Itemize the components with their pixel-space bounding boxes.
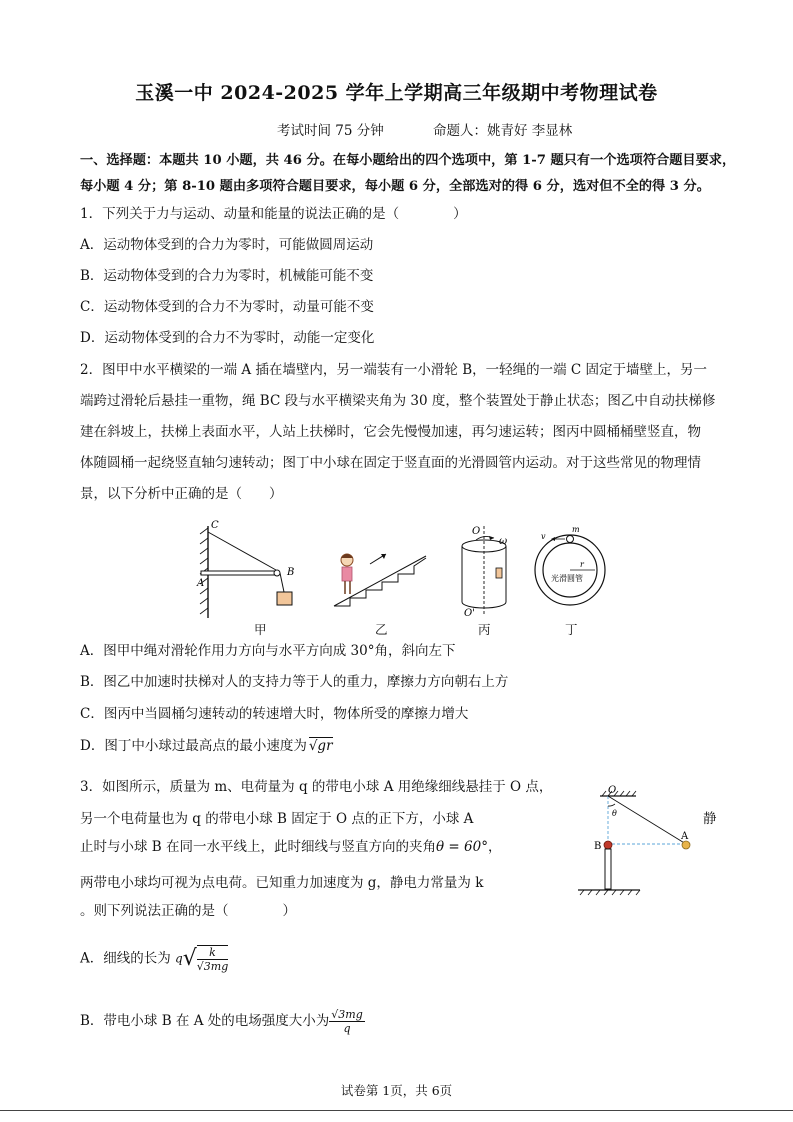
exam-time: 考试时间 75 分钟	[277, 123, 384, 139]
caption-yi: 乙	[375, 622, 388, 637]
label-v: v	[541, 532, 546, 541]
caption-bing: 丙	[478, 622, 491, 637]
label-b: B	[287, 567, 295, 578]
q1-stem: 1．下列关于力与运动、动量和能量的说法正确的是（ ）	[80, 206, 467, 222]
q3-stem-line5: 。则下列说法正确的是（ ）	[80, 903, 296, 919]
label-a: A	[197, 578, 205, 589]
q1-option-b: B．运动物体受到的合力为零时，机械能可能不变	[80, 268, 374, 284]
q3-label-theta: θ	[612, 809, 617, 818]
q3-option-a: A．细线的长为 q√ $\frac{k}{√3mg}$	[80, 946, 229, 973]
q2-option-b: B．图乙中加速时扶梯对人的支持力等于人的重力，摩擦力方向朝右上方	[80, 674, 509, 690]
label-omega: ω	[499, 536, 508, 547]
q2-option-c: C．图丙中当圆桶匀速转动的转速增大时，物体所受的摩擦力增大	[80, 706, 469, 722]
q3-stem-line2: 另一个电荷量也为 q 的带电小球 B 固定于 O 点的正下方，小球 A	[80, 811, 474, 827]
q2-figure-bing	[450, 522, 522, 618]
caption-jia: 甲	[254, 622, 267, 637]
page-footer: 试卷第 1页，共 6页	[340, 1083, 453, 1098]
q3-stem-line2-tail: 静	[703, 811, 717, 827]
q2-option-d: D．图丁中小球过最高点的最小速度为 √gr	[80, 738, 333, 754]
q2-option-d-formula: √gr	[308, 738, 333, 754]
q3-label-o: O	[608, 785, 617, 796]
q3-stem-line1: 3．如图所示，质量为 m、电荷量为 q 的带电小球 A 用绝缘细线悬挂于 O 点，	[80, 779, 553, 795]
q2-stem-line4: 体随圆桶一起绕竖直轴匀速转动；图丁中小球在固定于竖直面的光滑圆管内运动。对于这些常见的物理情	[80, 455, 701, 471]
label-o: O	[472, 526, 481, 537]
q2-stem-line3: 建在斜坡上，扶梯上表面水平，人站上扶梯时，它会先慢慢加速，再匀速运转；图丙中圆桶桶壁竖直，物	[80, 424, 701, 440]
q2-stem-line1: 2．图甲中水平横梁的一端 A 插在墙壁内，另一端装有一小滑轮 B，一轻绳的一端 C 固定于墙壁上，另一	[80, 362, 708, 378]
label-m: m	[572, 525, 580, 534]
section-instructions-line1: 一、选择题：本题共 10 小题，共 46 分。在每小题给出的四个选项中，第 1-7 题只有一个选项符合题目要求，	[80, 153, 736, 168]
q2-figure-jia	[196, 518, 306, 622]
q3-stem-line3: 止时与小球 B 在同一水平线上，此时细线与竖直方向的夹角θ = 60°，	[80, 839, 502, 855]
page-title: 玉溪一中 2024-2025 学年上学期高三年级期中考物理试卷	[135, 82, 658, 104]
label-o-prime: O'	[464, 608, 475, 618]
q3-stem-line4: 两带电小球均可视为点电荷。已知重力加速度为 g，静电力常量为 k	[80, 875, 484, 891]
label-c: C	[211, 520, 219, 531]
q2-stem-line2: 端跨过滑轮后悬挂一重物，绳 BC 段与水平横梁夹角为 30 度，整个装置处于静止状态；图乙中自动扶梯修	[80, 393, 716, 409]
q1-option-c: C．运动物体受到的合力不为零时，动量可能不变	[80, 299, 374, 315]
q2-figure-ding	[533, 525, 611, 609]
q3-option-a-q: q	[175, 951, 183, 966]
q3-theta-formula: θ = 60°	[436, 839, 488, 855]
q2-stem-line5: 景，以下分析中正确的是（ ）	[80, 486, 283, 502]
q3-label-b: B	[594, 841, 602, 852]
q3-figure	[570, 782, 705, 900]
q1-option-a: A．运动物体受到的合力为零时，可能做圆周运动	[80, 237, 374, 253]
caption-ding: 丁	[565, 622, 578, 637]
q2-figure-yi	[330, 542, 430, 612]
footer-divider	[0, 1110, 793, 1111]
q1-option-d: D．运动物体受到的合力不为零时，动能一定变化	[80, 330, 375, 346]
q2-option-a: A．图甲中绳对滑轮作用力方向与水平方向成 30°角，斜向左下	[80, 643, 456, 659]
q3-option-b: B．带电小球 B 在 A 处的电场强度大小为 $\frac{√3mg}{q}$	[80, 1008, 363, 1035]
label-r: r	[580, 560, 584, 569]
label-tube: 光滑圆管	[551, 574, 583, 583]
q3-label-a: A	[681, 831, 689, 842]
exam-authors: 命题人：姚青好 李显林	[433, 123, 573, 139]
section-instructions-line2: 每小题 4 分；第 8-10 题由多项符合题目要求，每小题 6 分，全部选对的得 6 分，选对但不全的得 3 分。	[80, 179, 710, 194]
